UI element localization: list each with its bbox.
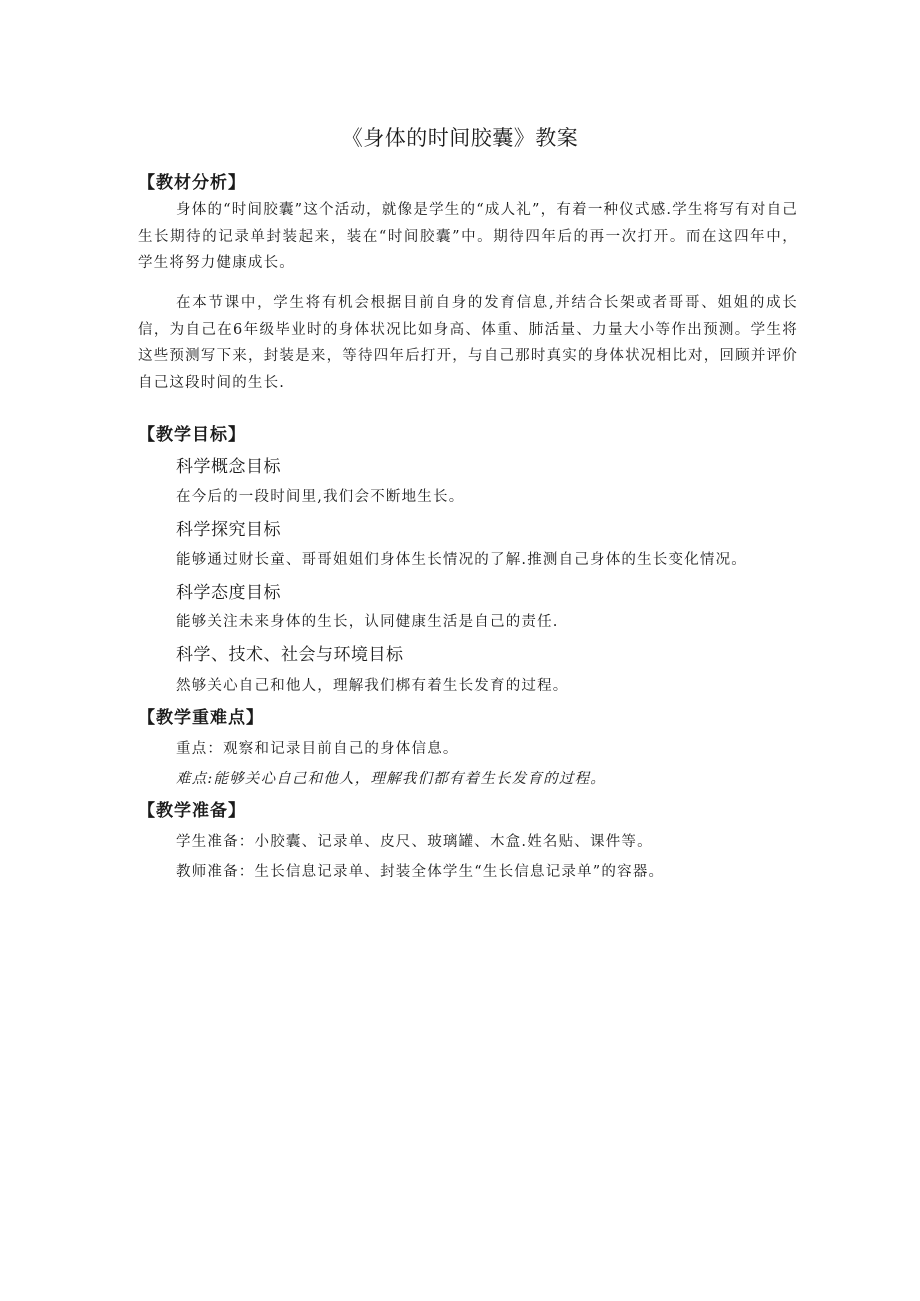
teacher-prep: 教师准备：生长信息记录单、封装全体学生“生长信息记录单”的容器。 [176, 864, 665, 880]
goal-title: 科学探究目标 [176, 520, 281, 540]
goal-title: 科学态度目标 [176, 583, 281, 603]
goal-title: 科学概念目标 [176, 457, 281, 477]
analysis-paragraph: 身体的“时间胶囊”这个活动，就像是学生的“成人礼”，有着一种仪式感.学生将写有对自己生长期待的记录单封装起来，装在“时间胶囊”中。期待四年后的再一次打开。而在这四年中，学生将努力健康成长。 [138, 202, 798, 271]
goal-text: 能够关注未来身体的生长，认同健康生活是自己的责任. [176, 614, 559, 630]
student-prep: 学生准备：小胶囊、记录单、皮尺、玻璃罐、木盒.姓名贴、课件等。 [176, 834, 653, 850]
section-heading-prep: 【教学准备】 [138, 801, 246, 821]
goal-text: 然够关心自己和他人，理解我们梆有着生长发育的过程。 [176, 678, 569, 694]
section-heading-analysis: 【教材分析】 [138, 173, 246, 193]
section-heading-keypoints: 【教学重难点】 [138, 708, 264, 728]
goal-title: 科学、技术、社会与环境目标 [176, 645, 404, 665]
difficult-point: 难点:能够关心自己和他人，理解我们都有着生长发育的过程。 [176, 771, 606, 787]
document-title: 《身体的时间胶囊》教案 [341, 126, 579, 150]
section-heading-goals: 【教学目标】 [138, 425, 246, 445]
analysis-paragraph: 在本节课中，学生将有机会根据目前自身的发育信息,并结合长架或者哥哥、姐姐的成长信，为自己在6年级毕业时的身体状况比如身高、体重、肺活量、力量大小等作出预测。学生将这些预测写下来，封装是来，等待四年后打开，与自己那时真实的身体状况相比对，回顾并评价自己这段时间的生长. [138, 295, 798, 391]
goal-text: 能够通过财长童、哥哥姐姐们身体生长情况的了解.推测自己身体的生长变化情况。 [176, 552, 748, 568]
goal-text: 在今后的一段时间里,我们会不断地生长。 [176, 489, 465, 505]
key-point: 重点：观察和记录目前自己的身体信息。 [176, 741, 459, 757]
